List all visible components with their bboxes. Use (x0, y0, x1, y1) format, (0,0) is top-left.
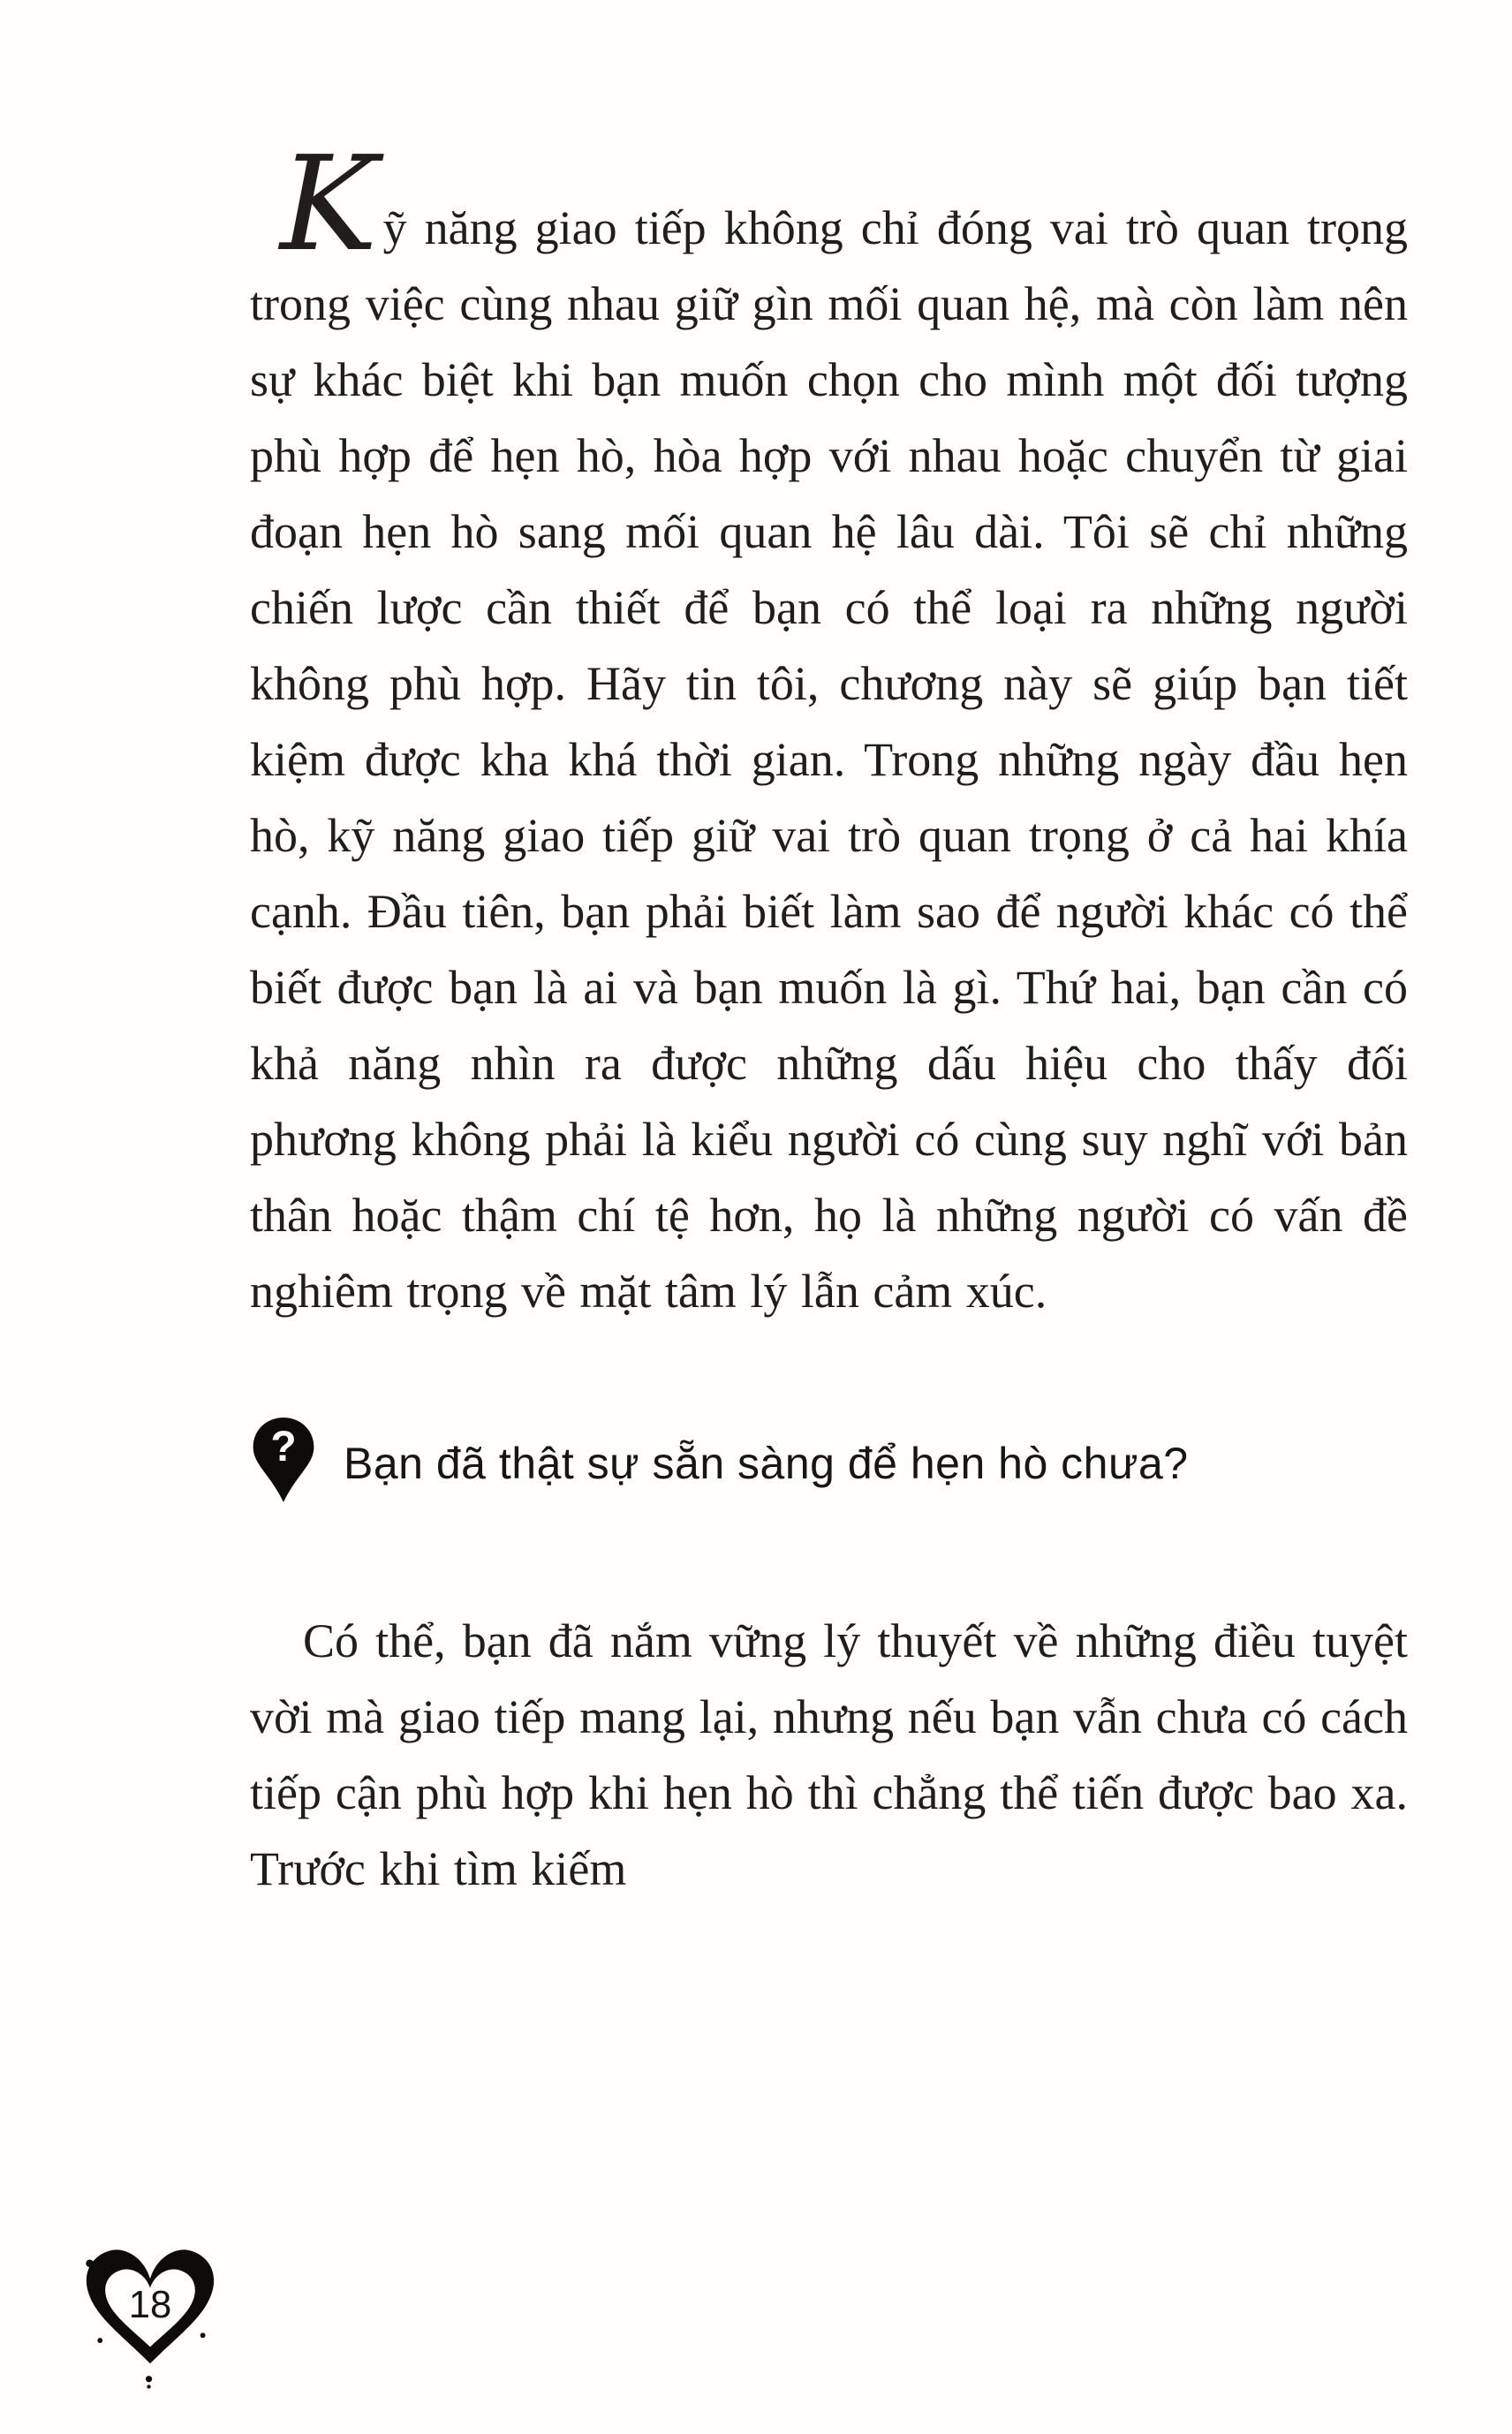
question-text: Bạn đã thật sự sẵn sàng để hẹn hò chưa? (344, 1439, 1189, 1488)
page-number-marker (79, 2240, 221, 2390)
heart-page-marker-icon (79, 2240, 221, 2390)
page-content (250, 128, 1408, 1907)
page-number: 18 (128, 2283, 172, 2326)
question-pin-icon (250, 1416, 317, 1504)
question-mark-glyph: ? (270, 1424, 297, 1471)
paragraph-intro (250, 128, 1408, 1329)
dropcap-letter: K (280, 128, 374, 280)
paragraph-intro-text: ỹ năng giao tiếp không chỉ đóng vai trò quan trọng trong việc cùng nhau giữ gìn mối quan hệ, mà còn làm nên sự khác biệt khi bạn muốn chọn cho mình một đối tượng phù hợp để hẹn hò, hòa hợp với nhau hoặc chuyển từ giai đoạn hẹn hò sang mối quan hệ lâu dài. Tôi sẽ chỉ những chiến lược cần thiết để bạn có thể loại ra những người không phù hợp. Hãy tin tôi, chương này sẽ giúp bạn tiết kiệm được kha khá thời gian. Trong những ngày đầu hẹn hò, kỹ năng giao tiếp giữ vai trò quan trọng ở cả hai khía cạnh. Đầu tiên, bạn phải biết làm sao để người khác có thể biết được bạn là ai và bạn muốn là gì. Thứ hai, bạn cần có khả năng nhìn ra được những dấu hiệu cho thấy đối phương không phải là kiểu người có cùng suy nghĩ với bản thân hoặc thậm chí tệ hơn, họ là những người có vấn đề nghiêm trọng về mặt tâm lý lẫn cảm xúc. (250, 201, 1408, 1318)
paragraph-body: Có thể, bạn đã nắm vững lý thuyết về những điều tuyệt vời mà giao tiếp mang lại, nhưng nếu bạn vẫn chưa có cách tiếp cận phù hợp khi hẹn hò thì chẳng thể tiến được bao xa. Trước khi tìm kiếm (250, 1614, 1408, 1895)
question-heading (250, 1416, 1408, 1504)
